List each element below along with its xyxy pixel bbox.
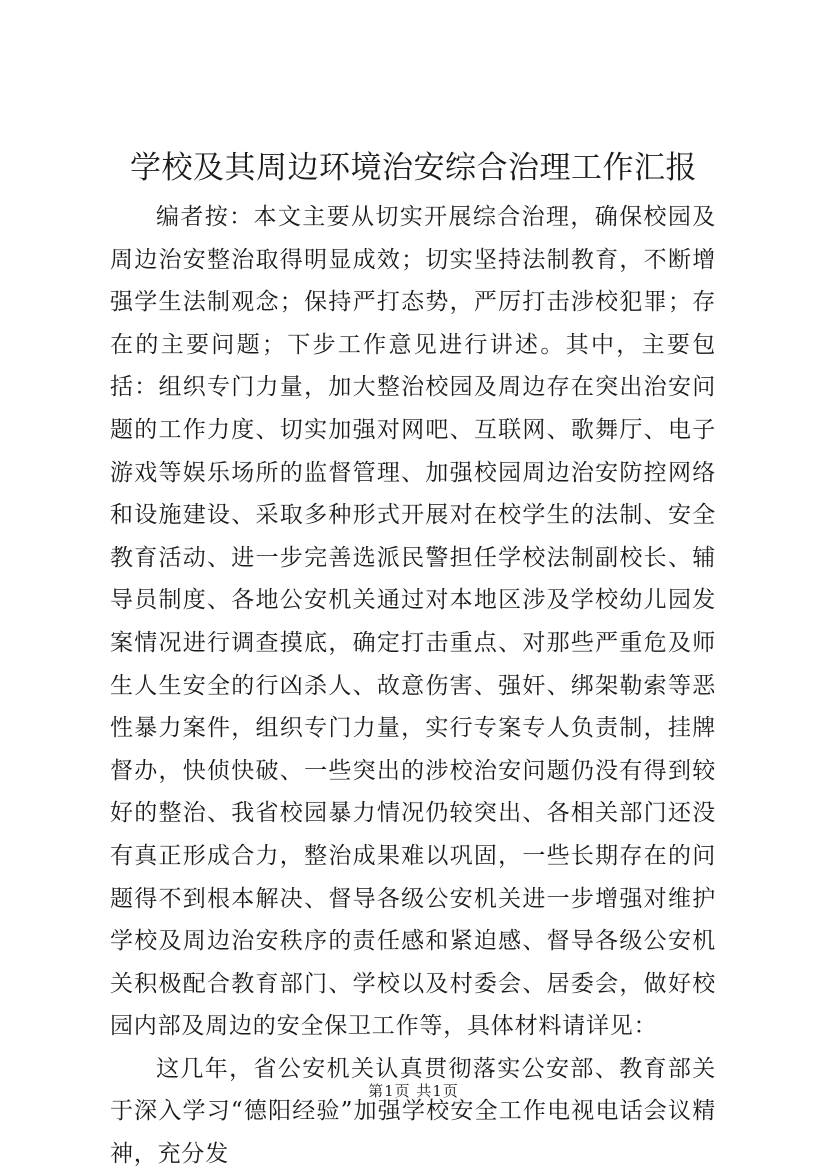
page-title: 学校及其周边环境治安综合治理工作汇报 <box>130 150 697 186</box>
page-number-footer: 第1页 共1页 <box>368 1082 459 1100</box>
document-body <box>110 196 716 1176</box>
paragraph-editor-note: 编者按：本文主要从切实开展综合治理，确保校园及周边治安整治取得明显成效；切实坚持法制教育，不断增强学生法制观念；保持严打态势，严厉打击涉校犯罪；存在的主要问题；下步工作意见进行讲述。其中，主要包括：组织专门力量，加大整治校园及周边存在突出治安问题的工作力度、切实加强对网吧、互联网、歌舞厅、电子游戏等娱乐场所的监督管理、加强校园周边治安防控网络和设施建设、采取多种形式开展对在校学生的法制、安全教育活动、进一步完善选派民警担任学校法制副校长、辅导员制度、各地公安机关通过对本地区涉及学校幼儿园发案情况进行调查摸底，确定打击重点、对那些严重危及师生人生安全的行凶杀人、故意伤害、强奸、绑架勒索等恶性暴力案件，组织专门力量，实行专案专人负责制，挂牌督办，快侦快破、一些突出的涉校治安问题仍没有得到较好的整治、我省校园暴力情况仍较突出、各相关部门还没有真正形成合力，整治成果难以巩固，一些长期存在的问题得不到根本解决、督导各级公安机关进一步增强对维护学校及周边治安秩序的责任感和紧迫感、督导各级公安机关积极配合教育部门、学校以及村委会、居委会，做好校园内部及周边的安全保卫工作等，具体材料请详见： <box>110 204 716 1040</box>
paragraph-body: 这几年，省公安机关认真贯彻落实公安部、教育部关于深入学习“德阳经验”加强学校安全工作电视电话会议精神，充分发 <box>110 1055 716 1168</box>
